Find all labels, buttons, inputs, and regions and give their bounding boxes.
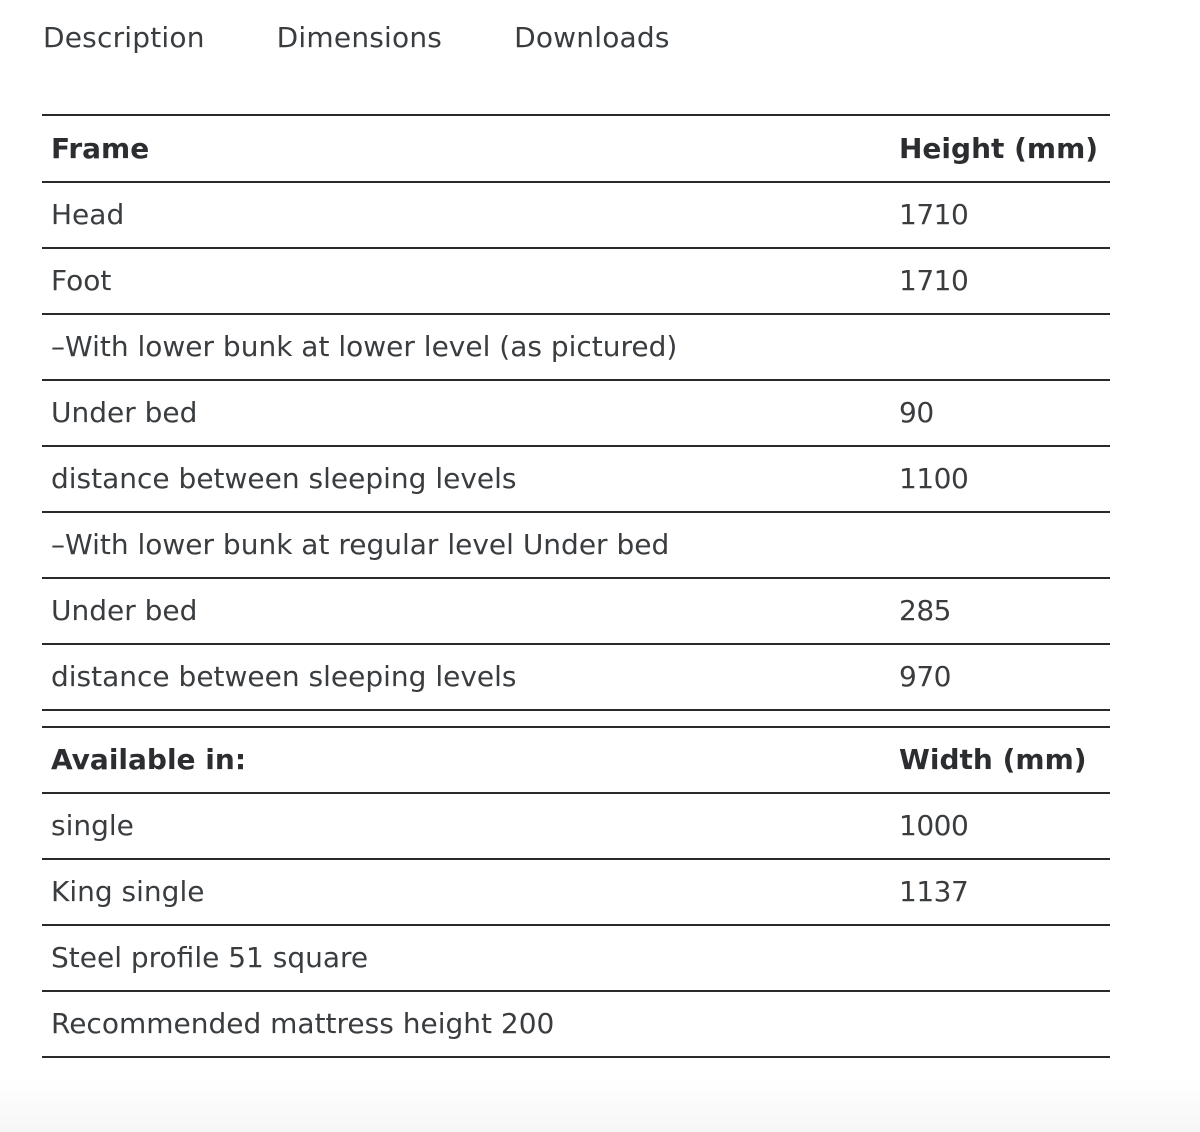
table-row xyxy=(42,513,1110,579)
table-row xyxy=(42,315,1110,381)
table-header-row xyxy=(42,116,1110,183)
table-row xyxy=(42,183,1110,249)
tab-description[interactable]: Description xyxy=(43,21,205,54)
row-label: Under bed xyxy=(51,396,198,429)
row-value: 1100 xyxy=(899,462,969,495)
row-label: King single xyxy=(51,875,205,908)
row-label: –With lower bunk at lower level (as pictured) xyxy=(51,330,678,363)
row-label: –With lower bunk at regular level Under bed xyxy=(51,528,670,561)
tab-dimensions[interactable]: Dimensions xyxy=(276,21,443,54)
row-value: 1710 xyxy=(899,198,969,231)
table-header-row xyxy=(42,728,1110,794)
table-row xyxy=(42,992,1110,1058)
row-label: Head xyxy=(51,198,125,231)
row-label: Under bed xyxy=(51,594,198,627)
availability-table xyxy=(42,726,1110,1058)
column-header-frame: Frame xyxy=(51,132,150,165)
column-header-height: Height (mm) xyxy=(899,132,1099,165)
tab-downloads[interactable]: Downloads xyxy=(514,21,670,54)
column-header-available-in: Available in: xyxy=(51,743,247,776)
row-label: single xyxy=(51,809,134,842)
table-row xyxy=(42,926,1110,992)
table-row xyxy=(42,860,1110,926)
row-label: Recommended mattress height 200 xyxy=(51,1007,555,1040)
column-header-width: Width (mm) xyxy=(899,743,1087,776)
row-label: distance between sleeping levels xyxy=(51,462,517,495)
row-label: Steel profile 51 square xyxy=(51,941,369,974)
row-value: 285 xyxy=(899,594,951,627)
row-value: 1710 xyxy=(899,264,969,297)
row-value: 1137 xyxy=(899,875,969,908)
product-tabs xyxy=(43,20,670,56)
row-label: Foot xyxy=(51,264,112,297)
table-row xyxy=(42,794,1110,860)
frame-dimensions-table xyxy=(42,114,1110,711)
table-row xyxy=(42,579,1110,645)
table-row xyxy=(42,645,1110,711)
row-value: 90 xyxy=(899,396,934,429)
table-row xyxy=(42,447,1110,513)
table-row xyxy=(42,381,1110,447)
row-value: 970 xyxy=(899,660,951,693)
row-value: 1000 xyxy=(899,809,969,842)
table-row xyxy=(42,249,1110,315)
row-label: distance between sleeping levels xyxy=(51,660,517,693)
